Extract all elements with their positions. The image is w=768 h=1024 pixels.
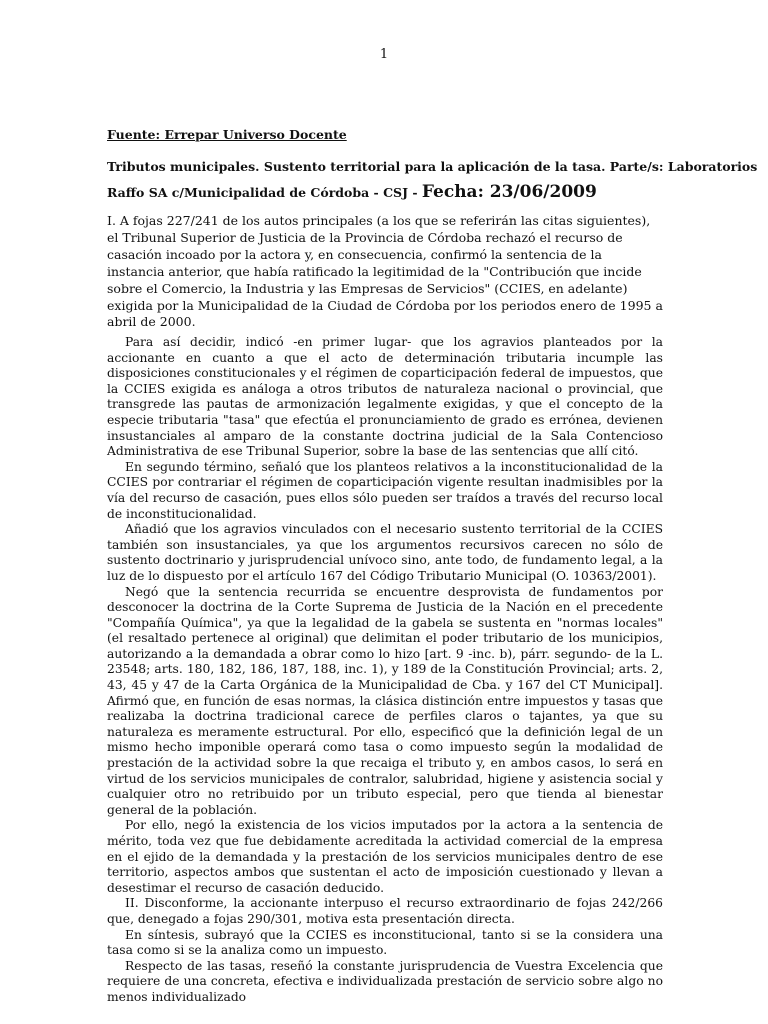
paragraph: Añadió que los agravios vinculados con el necesario sustento territorial de la CCIES también son insustanciales, ya que los argumentos recursivos carecen no sólo de sustento doctrinario y jurisprudencial unívoco sino, ante todo, de fundamento legal, a la luz de lo dispuesto por el artículo 167 del Código Tributario Municipal (O. 10363/2001). xyxy=(107,522,663,583)
document-title-line-1: Tributos municipales. Sustento territorial para la aplicación de la tasa. Parte/s: Laboratorios xyxy=(107,159,758,174)
paragraph-section-1: I. A fojas 227/241 de los autos principales (a los que se referirán las citas siguientes), el Tribunal Superior de Justicia de la Provincia de Córdoba rechazó el recurso de casación incoado por la actora y, en consecuencia, confirmó la sentencia de la instancia anterior, que había ratificado la legitimidad de la "Contribución que incide sobre el Comercio, la Industria y las Empresas de Servicios" (CCIES, en adelante) exigida por la Municipalidad de la Ciudad de Córdoba por los periodos enero de 1995 a abril de 2000. xyxy=(107,213,663,330)
paragraph: En síntesis, subrayó que la CCIES es inconstitucional, tanto si se la considera una tasa como si se la analiza como un impuesto. xyxy=(107,927,663,958)
page-number: 1 xyxy=(379,47,389,62)
paragraph: Negó que la sentencia recurrida se encuentre desprovista de fundamentos por desconocer la doctrina de la Corte Suprema de Justicia de la Nación en el precedente "Compañía Química", ya que la legalidad de la gabela se sustenta en "normas locales" (el resaltado pertenece al original) que delimitan el poder tributario de los municipios, autorizando a la demandada a obrar como lo hizo [art. 9 -inc. b), párr. segundo- de la L. 23548; arts. 180, 182, 186, 187, 188, inc. 1), y 189 de la Constitución Provincial; arts. 2, 43, 45 y 47 de la Carta Orgánica de la Municipalidad de Cba. y 167 del CT Municipal]. Afirmó que, en función de esas normas, la clásica distinción entre impuestos y tasas que realizaba la doctrina tradicional carece de perfiles claros o tajantes, ya que su naturaleza es meramente estructural. Por ello, especificó que la definición legal de un mismo hecho imponible operará como tasa o como impuesto según la modalidad de prestación de la actividad sobre la que recaiga el tributo y, en ambos casos, lo será en virtud de los servicios municipales de contralor, salubridad, higiene y asistencia social y cualquier otro no retribuido por un tributo especial, pero que tienda al bienestar general de la población. xyxy=(107,584,663,817)
paragraph: II. Disconforme, la accionante interpuso el recurso extraordinario de fojas 242/266 que, denegado a fojas 290/301, motiva esta presentación directa. xyxy=(107,896,663,926)
paragraph: Respecto de las tasas, reseñó la constante jurisprudencia de Vuestra Excelencia que requiere de una concreta, efectiva e individualizada prestación de servicio sobre algo no menos individualizado xyxy=(107,958,663,1004)
document-title-line-2 xyxy=(107,182,597,202)
source-heading: Fuente: Errepar Universo Docente xyxy=(107,127,347,142)
decision-date: Fecha: 23/06/2009 xyxy=(421,182,597,202)
paragraph: Por ello, negó la existencia de los vicios imputados por la actora a la sentencia de mérito, toda vez que fue debidamente acreditada la actividad comercial de la empresa en el ejido de la demandada y la prestación de los servicios municipales dentro de ese territorio, aspectos ambos que sustentan el acto de imposición cuestionado y llevan a desestimar el recurso de casación deducido. xyxy=(107,818,663,895)
paragraph: Para así decidir, indicó -en primer lugar- que los agravios planteados por la accionante en cuanto a que el acto de determinación tributaria incumple las disposiciones constitucionales y el régimen de coparticipación federal de impuestos, que la CCIES exigida es análoga a otros tributos de naturaleza nacional o provincial, que transgrede las pautas de armonización legalmente exigidas, y que el concepto de la especie tributaria "tasa" que efectúa el pronunciamiento de grado es errónea, devienen insustanciales al amparo de la constante doctrina judicial de la Sala Contencioso Administrativa de ese Tribunal Superior, sobre la base de las sentencias que allí citó. xyxy=(107,335,663,459)
case-parties-court: Raffo SA c/Municipalidad de Córdoba - CSJ - xyxy=(107,185,418,200)
document-body xyxy=(107,335,663,1006)
paragraph: En segundo término, señaló que los planteos relativos a la inconstitucionalidad de la CCIES por contrariar el régimen de coparticipación vigente resultan inadmisibles por la vía del recurso de casación, pues ellos sólo pueden ser traídos a través del recurso local de inconstitucionalidad. xyxy=(107,459,663,521)
